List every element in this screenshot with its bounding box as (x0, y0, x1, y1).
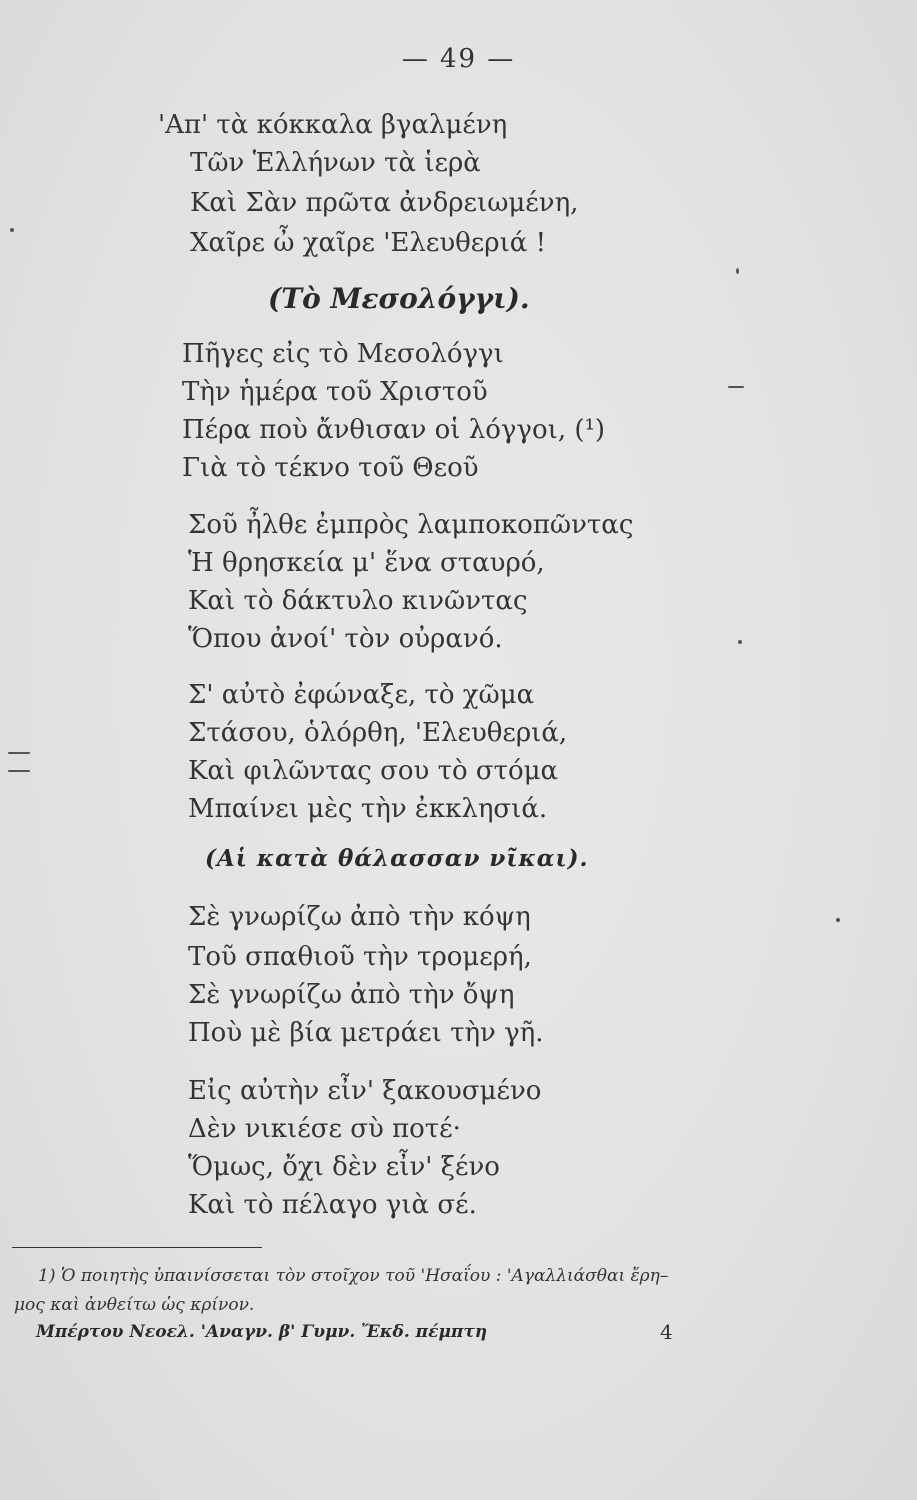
ink-speck (10, 228, 14, 232)
ink-speck (8, 770, 30, 772)
ink-speck (738, 640, 742, 644)
ink-speck (8, 752, 30, 754)
poem-line: Τῶν Ἑλλήνων τὰ ἱερὰ (190, 148, 481, 178)
footnote-line: 1) Ὁ ποιητὴς ὑπαινίσσεται τὸν στοῖχον τοῦ 'Ησαΐου : 'Αγαλλιάσθαι ἔρη– (38, 1266, 669, 1286)
section-heading-mesolongi: (Τὸ Μεσολόγγι). (268, 282, 530, 315)
poem-line: Καὶ τὸ πέλαγο γιὰ σέ. (188, 1190, 477, 1220)
poem-line: Ὅμως, ὄχι δὲν εἶν' ξένο (188, 1152, 500, 1182)
poem-line: Ὅπου ἀνοί' τὸν οὐρανό. (188, 624, 503, 654)
poem-line: Καὶ φιλῶντας σου τὸ στόμα (188, 756, 559, 786)
poem-line: Εἰς αὐτὴν εἶν' ξακουσμένο (188, 1076, 542, 1106)
poem-line: Τὴν ἡμέρα τοῦ Χριστοῦ (182, 377, 488, 407)
poem-line: Πέρα ποὺ ἄνθισαν οἱ λόγγοι, (¹) (182, 415, 606, 445)
poem-line: Σὲ γνωρίζω ἀπὸ τὴν ὄψη (188, 980, 515, 1010)
sheet-number: 4 (660, 1320, 673, 1344)
poem-line: Σ' αὐτὸ ἐφώναξε, τὸ χῶμα (188, 680, 535, 710)
poem-line: Ποὺ μὲ βία μετράει τὴν γῆ. (188, 1018, 544, 1048)
poem-line: Καὶ Σὰν πρῶτα ἀνδρειωμένη, (190, 188, 579, 218)
poem-line: Ἡ θρησκεία μ' ἕνα σταυρό, (188, 548, 545, 578)
poem-line: Πῆγες εἰς τὸ Μεσολόγγι (182, 339, 504, 369)
poem-line: Καὶ τὸ δάκτυλο κινῶντας (188, 586, 528, 616)
footnote-line: μος καὶ ἀνθείτω ὡς κρίνον. (14, 1295, 255, 1315)
ink-speck (728, 386, 744, 388)
ink-speck (736, 268, 739, 274)
printer-signature-line: Μπέρτου Νεοελ. 'Αναγν. β' Γυμν. Ἔκδ. πέμπτη (36, 1322, 488, 1342)
poem-line: Στάσου, ὁλόρθη, 'Ελευθεριά, (188, 718, 568, 748)
poem-line: Σοῦ ἦλθε ἐμπρὸς λαμποκοπῶντας (188, 510, 634, 540)
poem-line: Τοῦ σπαθιοῦ τὴν τρομερή, (188, 942, 532, 972)
poem-line: Δὲν νικιέσε σὺ ποτέ· (188, 1114, 461, 1144)
poem-line: Γιὰ τὸ τέκνο τοῦ Θεοῦ (182, 453, 479, 483)
poem-line: Σὲ γνωρίζω ἀπὸ τὴν κόψη (188, 902, 531, 932)
poem-line: Χαῖρε ὦ χαῖρε 'Ελευθεριά ! (190, 228, 547, 258)
ink-speck (836, 918, 840, 922)
footnote-divider (12, 1247, 262, 1248)
poem-line: 'Απ' τὰ κόκκαλα βγαλμένη (158, 110, 508, 140)
section-heading-sea-victories: (Αἱ κατὰ θάλασσαν νῖκαι). (205, 845, 589, 872)
page-number: — 49 — (401, 44, 516, 74)
poem-line: Μπαίνει μὲς τὴν ἐκκλησιά. (188, 794, 548, 824)
